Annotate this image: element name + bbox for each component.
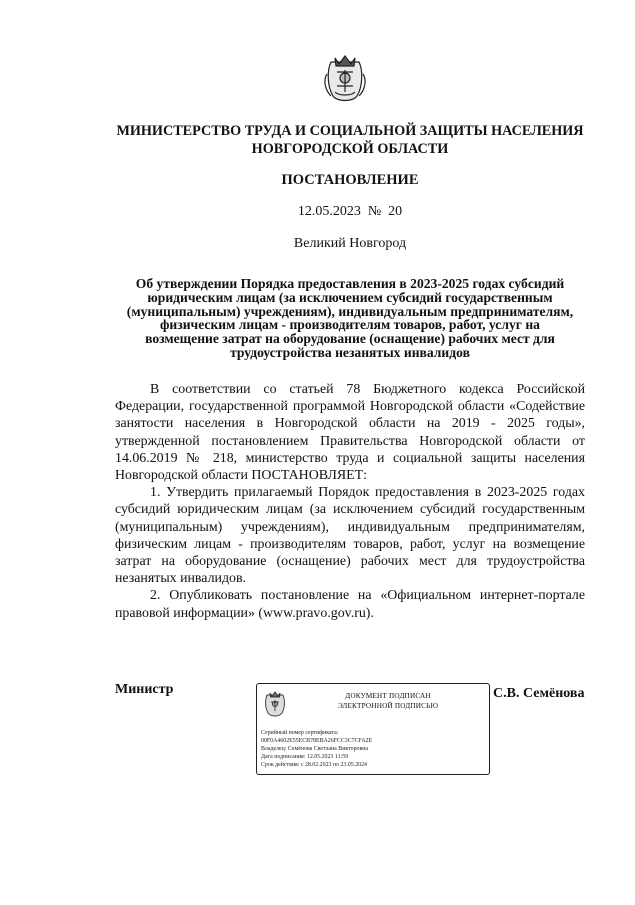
stamp-details	[261, 729, 487, 769]
signatory-name: С.В. Семёнова	[493, 686, 585, 701]
document-body	[115, 381, 585, 622]
subject-line-4: физическим лицам - производителям товаров, работ, услуг на	[160, 317, 540, 333]
subject-line-1: Об утверждении Порядка предоставления в 2023-2025 годах субсидий	[135, 276, 565, 291]
item-1-paragraph: 1. Утвердить прилагаемый Порядок предоставления в 2023-2025 годах субсидий юридическим лицам (за исключением субсидий государственным (муниципальным) учреждениям), индивидуальным предпринимателям, физическим лицам - производителям товаров, работ, услуг на возмещение затрат на оборудование (оснащение) рабочих мест для трудоустройства незанятых инвалидов.	[115, 485, 585, 587]
subject-line-3: (муниципальным) учреждениям), индивидуальным предпринимателям,	[126, 303, 574, 319]
signatory-title: Министр	[115, 682, 174, 697]
stamp-heading	[293, 692, 483, 711]
subject-line-5: возмещение затрат на оборудование (оснащение) рабочих мест для	[145, 331, 555, 347]
ministry-line-2: НОВГОРОДСКОЙ ОБЛАСТИ	[251, 141, 449, 157]
date-and-number: 12.05.2023 № 20	[297, 204, 403, 219]
electronic-signature-stamp	[256, 683, 490, 775]
city: Великий Новгород	[293, 236, 407, 251]
subject-line-2: юридическим лицам (за исключением субсидий государственным	[147, 289, 553, 305]
stamp-coat-of-arms-icon	[264, 690, 286, 718]
document-subject	[80, 277, 620, 360]
stamp-detail-line: Владелец: Семёнова Светлана Викторовна	[261, 746, 369, 752]
item-2-paragraph: 2. Опубликовать постановление на «Официальном интернет-портале правовой информации» (www.pravo.gov.ru).	[115, 588, 585, 621]
coat-of-arms-icon	[323, 52, 367, 106]
subject-line-6: трудоустройства незанятых инвалидов	[230, 344, 470, 360]
ministry-line-1: МИНИСТЕРСТВО ТРУДА И СОЦИАЛЬНОЙ ЗАЩИТЫ НАСЕЛЕНИЯ	[116, 123, 584, 139]
document-type: ПОСТАНОВЛЕНИЕ	[281, 172, 419, 188]
stamp-detail-line: Дата подписания: 12.05.2023 11:59	[261, 754, 349, 760]
stamp-detail-line: Срок действия: с 28.02.2023 по 23.05.2024	[261, 762, 368, 768]
preamble-paragraph: В соответствии со статьей 78 Бюджетного кодекса Российской Федерации, государственной программой Новгородской области «Содействие занятости населения в Новгородской области на 2019 - 2025 годы», утвержденной постановлением Правительства Новгородской области от 14.06.2019 № 218, министерство труда и социальной защиты населения Новгородской области ПОСТАНОВЛЯЕТ:	[115, 382, 585, 484]
ministry-name	[80, 122, 620, 158]
stamp-heading-line-1: ДОКУМЕНТ ПОДПИСАН	[345, 692, 431, 700]
stamp-detail-line: 00F0A4602E55ECB78EBA26FCC3C7CFA2E	[261, 738, 373, 744]
stamp-detail-line: Серийный номер сертификата:	[261, 730, 339, 736]
stamp-heading-line-2: ЭЛЕКТРОННОЙ ПОДПИСЬЮ	[337, 701, 439, 710]
